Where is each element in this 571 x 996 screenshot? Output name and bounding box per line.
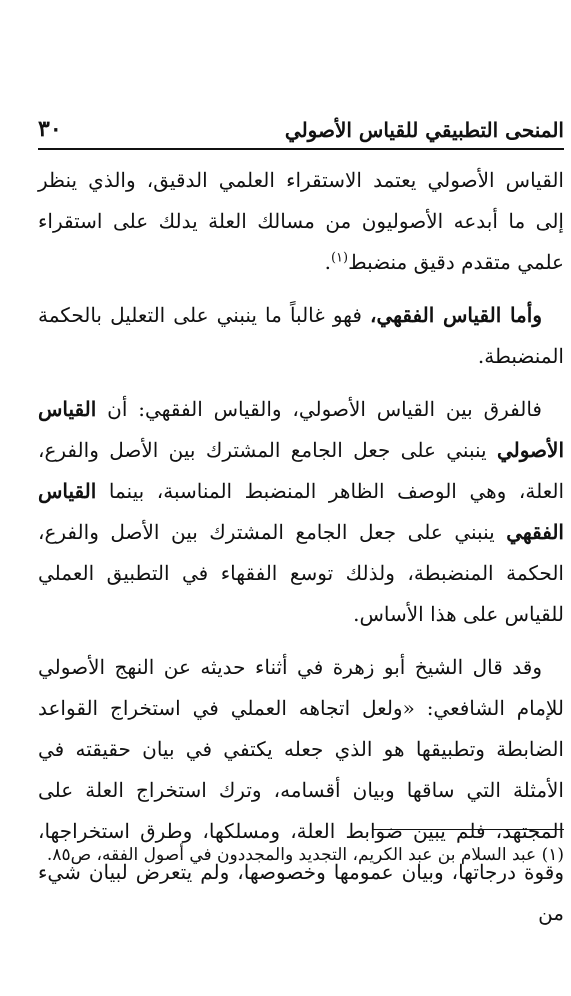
footnote-1-text: عبد السلام بن عبد الكريم، التجديد والمجددون في أصول الفقه، ص٨٥.	[46, 845, 542, 865]
paragraph-3-text-3: ينبني على جعل الجامع المشترك بين الأصل والفرع، الحكمة المنضبطة، ولذلك توسع الفقهاء في التطبيق العملي للقياس على هذا الأساس.	[38, 520, 564, 626]
footnotes	[38, 838, 564, 873]
paragraph-2-bold: وأما القياس الفقهي،	[370, 303, 542, 327]
paragraph-2	[38, 295, 564, 377]
footnote-1-marker: (١)	[541, 845, 564, 865]
paragraph-3	[38, 389, 564, 635]
paragraph-3-bold-2: القياس الفقهي	[38, 479, 564, 544]
header-rule	[38, 148, 564, 150]
paragraph-3-text-2: ينبني على جعل الجامع المشترك بين الأصل والفرع، العلة، وهي الوصف الظاهر المنضبط المناسبة، بينما	[38, 438, 564, 503]
paragraph-1	[38, 160, 564, 283]
footnote-reference: (١)	[330, 250, 349, 266]
paragraph-2-text: فهو غالباً ما ينبني على التعليل بالحكمة المنضبطة.	[38, 303, 564, 368]
running-header	[38, 108, 564, 142]
document-page	[38, 0, 564, 996]
running-title: المنحى التطبيقي للقياس الأصولي	[284, 118, 564, 142]
paragraph-1-end: .	[324, 250, 331, 274]
footnote-1	[38, 838, 564, 873]
paragraph-1-text: القياس الأصولي يعتمد الاستقراء العلمي الدقيق، والذي ينظر إلى ما أبدعه الأصوليون من مسالك العلة يدلك على استقراء علمي متقدم دقيق منضبط	[38, 168, 564, 274]
main-text	[38, 160, 564, 934]
paragraph-4	[38, 647, 564, 934]
paragraph-3-text-1: فالفرق بين القياس الأصولي، والقياس الفقهي: أن	[96, 397, 542, 421]
paragraph-4-text: وقد قال الشيخ أبو زهرة في أثناء حديثه عن النهج الأصولي للإمام الشافعي: «ولعل اتجاهه العملي في استخراج القواعد الضابطة وتطبيقها هو الذي جعله يكتفي في بيان حقيقته في الأمثلة التي ساقها وبيان أقسامه، وترك استخراج العلة على المجتهد، فلم يبين ضوابط العلة، ومسلكها، وطرق استخراجها، وقوة درجاتها، وبيان عمومها وخصوصها، ولم يتعرض لبيان شيء من	[38, 655, 564, 925]
page-number: ٣٠	[38, 116, 62, 142]
footnote-separator	[372, 829, 564, 830]
paragraph-3-bold-1: القياس الأصولي	[38, 397, 564, 462]
